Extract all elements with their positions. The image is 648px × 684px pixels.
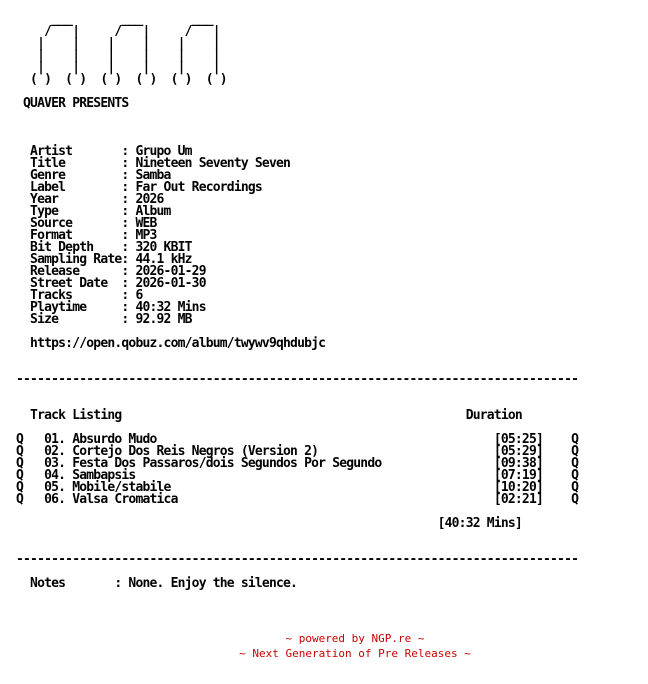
nfo-line: | | | | | | <box>16 48 220 63</box>
nfo-line: Source : WEB <box>16 216 157 231</box>
nfo-line: Q 06. Valsa Cromatica [02:21] Q <box>16 492 579 507</box>
nfo-line: | | | | | | <box>16 60 220 75</box>
nfo-line: Format : MP3 <box>16 228 157 243</box>
nfo-line <box>16 386 578 398</box>
nfo-line: Sampling Rate: 44.1 kHz <box>16 252 192 267</box>
nfo-line: Street Date : 2026-01-30 <box>16 276 206 291</box>
nfo-line: Type : Album <box>16 204 171 219</box>
nfo-line: Bit Depth : 320 KBIT <box>16 240 192 255</box>
footer-powered-by: ~ powered by NGP.re ~ <box>285 632 425 645</box>
nfo-line: Size : 92.92 MB <box>16 312 192 327</box>
nfo-line: Q 04. Sambapsis [07:19] Q <box>16 468 579 483</box>
nfo-line: Q 03. Festa Dos Passaros/dois Segundos Por Segundo [09:38] Q <box>16 456 579 471</box>
nfo-line: Year : 2026 <box>16 192 164 207</box>
nfo-line <box>16 110 578 122</box>
nfo-line: Genre : Samba <box>16 168 171 183</box>
nfo-line: Q 05. Mobile/stabile [10:20] Q <box>16 480 579 495</box>
nfo-line: -------------------------------------------------------------------------------- <box>16 372 579 387</box>
footer <box>0 631 648 661</box>
nfo-line <box>16 530 578 542</box>
nfo-line: Q 02. Cortejo Dos Reis Negros (Version 2) [05:29] Q <box>16 444 579 459</box>
nfo-line: Release : 2026-01-29 <box>16 264 206 279</box>
nfo-line[interactable]: https://open.qobuz.com/album/twywv9qhdubjc <box>16 336 326 351</box>
nfo-line: -------------------------------------------------------------------------------- <box>16 552 579 567</box>
nfo-line: Playtime : 40:32 Mins <box>16 300 206 315</box>
nfo-line: QUAVER PRESENTS <box>16 96 129 111</box>
nfo-line: Q 01. Absurdo Mudo [05:25] Q <box>16 432 579 447</box>
nfo-line: Label : Far Out Recordings <box>16 180 262 195</box>
nfo-line <box>16 350 578 362</box>
nfo-line: / | / | / | <box>16 24 220 39</box>
nfo-line: | | | | | | <box>16 36 220 51</box>
nfo-line: Artist : Grupo Um <box>16 144 192 159</box>
nfo-line: Notes : None. Enjoy the silence. <box>16 576 298 591</box>
nfo-line: ( ) ( ) ( ) ( ) ( ) ( ) <box>16 72 227 87</box>
nfo-line <box>16 590 578 602</box>
nfo-line <box>16 122 578 134</box>
nfo-line: Title : Nineteen Seventy Seven <box>16 156 291 171</box>
nfo-line: ___ ___ ___ <box>16 12 213 27</box>
nfo-line: Tracks : 6 <box>16 288 143 303</box>
nfo-line: [40:32 Mins] <box>16 516 522 531</box>
footer-tagline: ~ Next Generation of Pre Releases ~ <box>239 647 471 660</box>
nfo-line: Track Listing Duration <box>16 408 522 423</box>
